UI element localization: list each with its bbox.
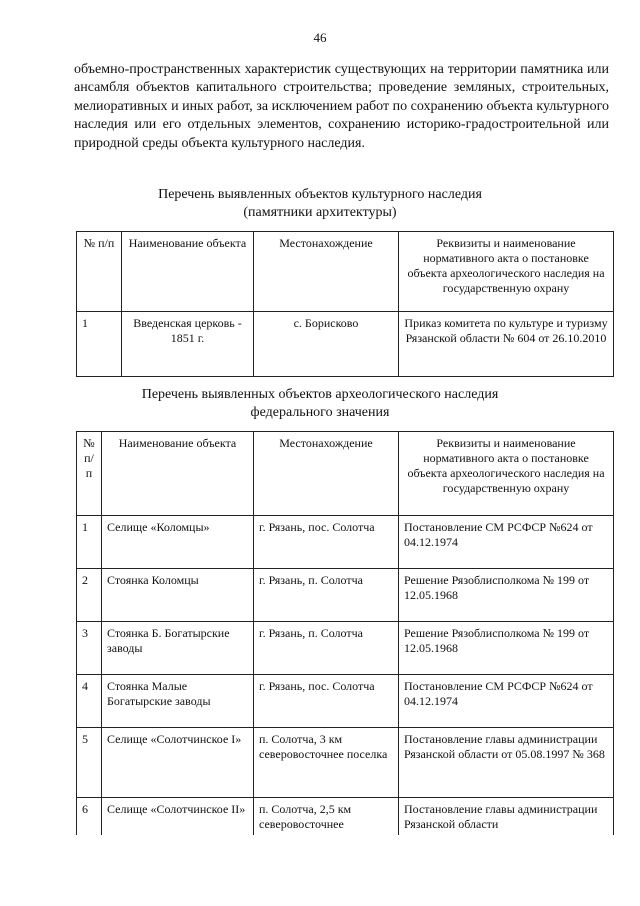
- page-number: 46: [313, 30, 327, 45]
- row-name: Селище «Солотчинское I»: [102, 728, 254, 798]
- header-name: Наименование объекта: [102, 432, 254, 516]
- table-row: [77, 516, 614, 569]
- header-name: Наименование объекта: [122, 232, 254, 312]
- row-location: г. Рязань, пос. Солотча: [254, 516, 399, 569]
- row-act: Постановление СМ РСФСР №624 от 04.12.1974: [399, 675, 614, 728]
- intro-paragraph: объемно-пространственных характеристик существующих на территории памятника или ансамбля объектов капитального строительства; проведение земляных, строительных, мелиоративных и иных работ, за исключением работ по сохранению объекта культурного наследия или его отдельных элементов, сохранению историко-градостроительной или природной среды объекта культурного наследия.: [74, 62, 609, 151]
- row-location: г. Рязань, пос. Солотча: [254, 675, 399, 728]
- header-act: Реквизиты и наименование нормативного акта о постановке объекта археологического наследия на государственную охрану: [399, 432, 614, 516]
- section1-title-line2: (памятники архитектуры): [243, 205, 397, 220]
- row-num: 5: [77, 728, 102, 798]
- row-act: Постановление главы администрации Рязанской области от 05.08.1997 № 368: [399, 728, 614, 798]
- row-name: Стоянка Коломцы: [102, 569, 254, 622]
- table-row: [77, 622, 614, 675]
- table-row: [77, 675, 614, 728]
- section2-title-line1: Перечень выявленных объектов археологического наследия: [141, 387, 499, 402]
- row-num: 1: [77, 516, 102, 569]
- table-row: [77, 798, 614, 836]
- row-num: 2: [77, 569, 102, 622]
- architecture-monuments-table: [76, 231, 614, 377]
- section2-heading: [0, 386, 640, 422]
- table-header-row: [77, 432, 614, 516]
- row-act: Приказ комитета по культуре и туризму Рязанской области № 604 от 26.10.2010: [399, 312, 614, 377]
- row-num: 3: [77, 622, 102, 675]
- row-act: Постановление СМ РСФСР №624 от 04.12.1974: [399, 516, 614, 569]
- row-location: г. Рязань, п. Солотча: [254, 569, 399, 622]
- header-location: Местонахождение: [254, 432, 399, 516]
- header-act: Реквизиты и наименование нормативного акта о постановке объекта археологического наследия на государственную охрану: [399, 232, 614, 312]
- section2-title-line2: федерального значения: [250, 405, 390, 420]
- row-name: Селище «Коломцы»: [102, 516, 254, 569]
- header-location: Местонахождение: [254, 232, 399, 312]
- row-name: Введенская церковь - 1851 г.: [122, 312, 254, 377]
- table-row: [77, 728, 614, 798]
- header-num: № п/п: [77, 232, 122, 312]
- row-location: п. Солотча, 2,5 км северовосточнее: [254, 798, 399, 836]
- table-row: [77, 569, 614, 622]
- row-num: 1: [77, 312, 122, 377]
- archaeological-heritage-table: [76, 431, 614, 835]
- row-location: г. Рязань, п. Солотча: [254, 622, 399, 675]
- table-header-row: [77, 232, 614, 312]
- row-act: Постановление главы администрации Рязанской области: [399, 798, 614, 836]
- row-act: Решение Рязоблисполкома № 199 от 12.05.1968: [399, 569, 614, 622]
- section1-heading: [0, 186, 640, 222]
- row-name: Стоянка Б. Богатырские заводы: [102, 622, 254, 675]
- row-act: Решение Рязоблисполкома № 199 от 12.05.1968: [399, 622, 614, 675]
- header-num: № п/п: [77, 432, 102, 516]
- row-num: 6: [77, 798, 102, 836]
- table-row: [77, 312, 614, 377]
- row-name: Стоянка Малые Богатырские заводы: [102, 675, 254, 728]
- row-name: Селище «Солотчинское II»: [102, 798, 254, 836]
- row-num: 4: [77, 675, 102, 728]
- section1-title-line1: Перечень выявленных объектов культурного наследия: [158, 187, 482, 202]
- row-location: с. Борисково: [254, 312, 399, 377]
- row-location: п. Солотча, 3 км северовосточнее поселка: [254, 728, 399, 798]
